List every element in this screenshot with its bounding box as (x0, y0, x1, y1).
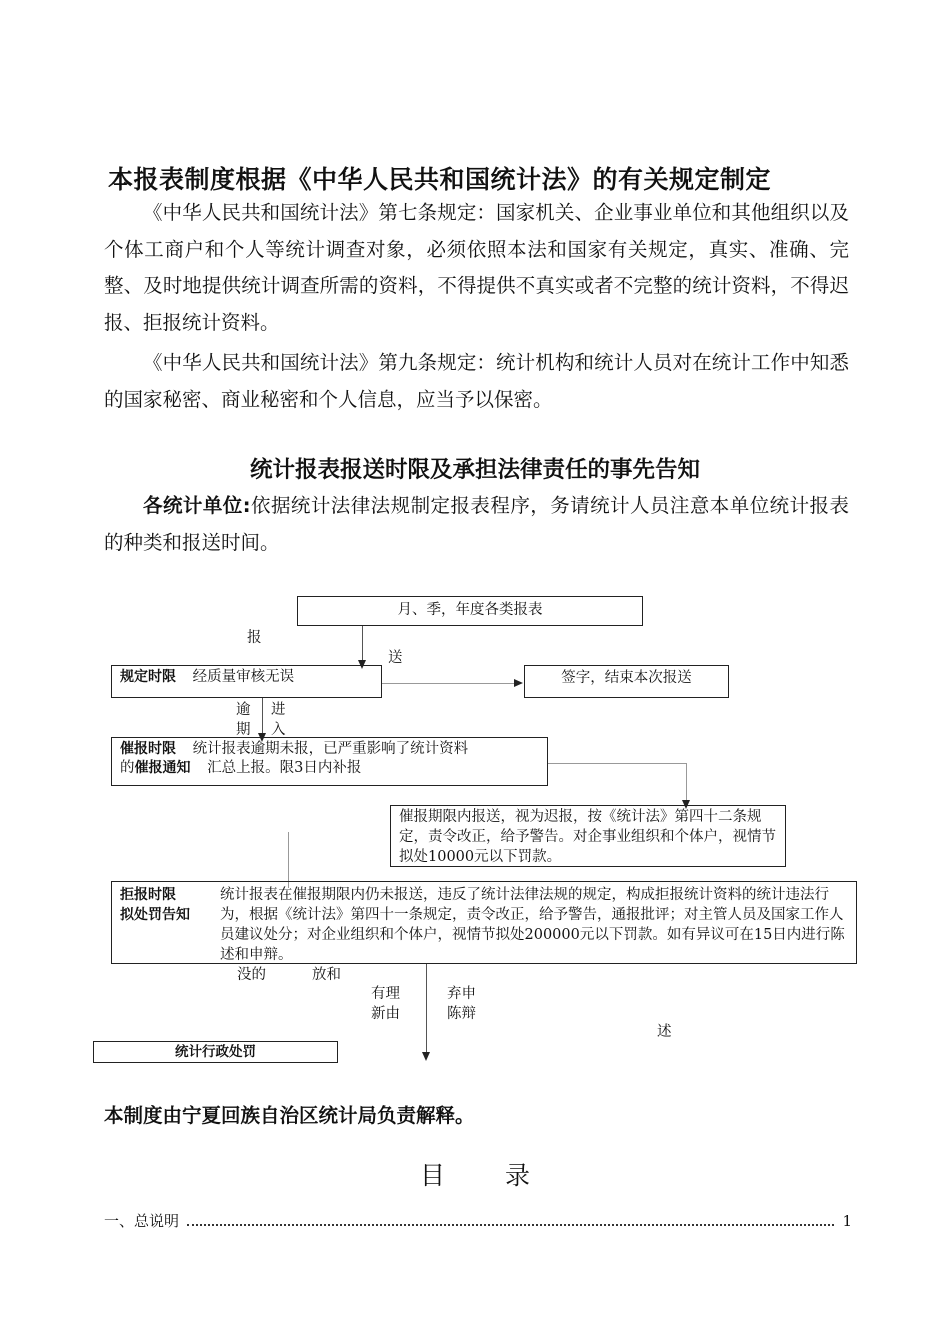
administrative-penalty-text: 统计行政处罚 (175, 1044, 256, 1060)
reminder-box (111, 737, 548, 786)
law-article-9-paragraph: 《中华人民共和国统计法》第九条规定：统计机构和统计人员对在统计工作中知悉的国家秘密、商业秘密和个人信息，应当予以保密。 (104, 351, 849, 411)
reminder-text-line2: 汇总上报。限3日内补报 (207, 760, 362, 776)
arrow-right-icon (514, 679, 523, 687)
connector-line (362, 626, 363, 660)
connector-line (382, 683, 514, 684)
reminder-label-prefix: 的 (120, 760, 135, 776)
label-youli: 有理 (371, 986, 400, 1002)
label-bao: 报 (247, 630, 262, 646)
label-song: 送 (388, 650, 403, 666)
toc-title: 目录 (419, 1161, 590, 1190)
label-meide: 没的 (237, 967, 266, 983)
toc-entry[interactable] (104, 1210, 852, 1231)
label-ru: 入 (271, 722, 286, 738)
page-heading: 本报表制度根据《中华人民共和国统计法》的有关规定制定 (108, 165, 772, 194)
interpretation-note: 本制度由宁夏回族自治区统计局负责解释。 (104, 1104, 475, 1127)
report-types-box (297, 596, 643, 626)
reminder-text-line1: 统计报表逾期未报，已严重影响了统计资料 (192, 741, 469, 757)
label-jin: 进 (271, 702, 286, 718)
notice-body: 依据统计法律法规制定报表程序，务请统计人员注意本单位统计报表的种类和报送时间。 (104, 494, 849, 554)
label-xinyou: 新由 (371, 1006, 400, 1022)
notice-lead: 各统计单位: (143, 494, 251, 517)
label-qi: 期 (236, 722, 251, 738)
label-yu: 逾 (236, 702, 251, 718)
administrative-penalty-box (93, 1041, 338, 1063)
reminder-label: 催报时限 (120, 741, 176, 757)
reminder-notice-label: 催报通知 (134, 760, 191, 776)
deadline-box (111, 665, 382, 698)
toc-entry-page: 1 (842, 1212, 852, 1230)
connector-line (288, 832, 289, 888)
arrow-down-icon (422, 1052, 430, 1061)
report-types-text: 月、季，年度各类报表 (397, 602, 543, 618)
label-chenbian: 陈辩 (447, 1006, 476, 1022)
refusal-label: 拒报时限 (120, 887, 176, 903)
label-fanghe: 放和 (312, 967, 341, 983)
connector-line (548, 763, 686, 764)
sign-off-box (524, 665, 729, 698)
refusal-text: 统计报表在催报期限内仍未报送，违反了统计法律法规的规定，构成拒报统计资料的统计违法行为，根据《统计法》第四十一条规定，责令改正，给予警告，通报批评；对主管人员及国家工作人员建议处分；对企业组织和个体户，视情节拟处200000元以下罚款。如有异议可在15日内进行陈述和申辩。 (220, 887, 845, 963)
notice-paragraph (104, 488, 849, 561)
toc-leader-dots (187, 1224, 834, 1226)
penalty-notice-label: 拟处罚告知 (120, 907, 190, 923)
label-shu: 述 (657, 1024, 672, 1040)
toc-entry-label: 一、总说明 (104, 1212, 180, 1230)
connector-line (262, 698, 263, 738)
deadline-label: 规定时限 (120, 669, 176, 685)
law-article-7-paragraph: 《中华人民共和国统计法》第七条规定：国家机关、企业事业单位和其他组织以及个体工商户和个人等统计调查对象，必须依照本法和国家有关规定，真实、准确、完整、及时地提供统计调查所需的资料，不得提供不真实或者不完整的统计资料，不得迟报、拒报统计资料。 (104, 201, 849, 334)
refusal-box (111, 881, 857, 964)
notice-title: 统计报表报送时限及承担法律责任的事先告知 (249, 457, 700, 483)
label-qishen: 弃申 (447, 986, 476, 1002)
sign-off-text: 签字，结束本次报送 (561, 670, 692, 686)
late-report-text: 催报期限内报送，视为迟报，按《统计法》第四十二条规定，责令改正，给予警告。对企事业组织和个体户，视情节拟处10000元以下罚款。 (399, 809, 776, 865)
deadline-text: 经质量审核无误 (192, 669, 295, 685)
late-report-box (390, 805, 786, 867)
connector-line (686, 763, 687, 800)
connector-line (426, 964, 427, 1052)
